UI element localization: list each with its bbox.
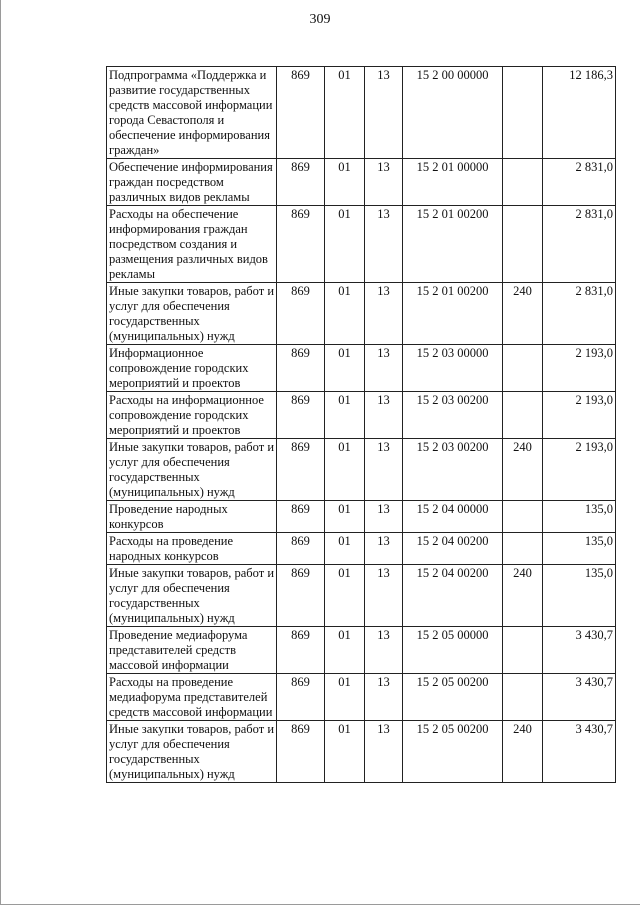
- table-row: [107, 439, 616, 501]
- subsection-code-cell: 13: [365, 67, 403, 159]
- ministry-code-cell: 869: [277, 565, 325, 627]
- subsection-code-cell: 13: [365, 345, 403, 392]
- amount-cell: 3 430,7: [543, 627, 616, 674]
- amount-cell: 135,0: [543, 533, 616, 565]
- expense-type-cell: [503, 501, 543, 533]
- ministry-code-cell: 869: [277, 721, 325, 783]
- target-article-cell: 15 2 00 00000: [403, 67, 503, 159]
- expense-type-cell: 240: [503, 721, 543, 783]
- row-name-cell: Информационное сопровождение городских мероприятий и проектов: [107, 345, 277, 392]
- row-name-cell: Иные закупки товаров, работ и услуг для обеспечения государственных (муниципальных) нужд: [107, 283, 277, 345]
- section-code-cell: 01: [325, 439, 365, 501]
- budget-table: [106, 66, 616, 783]
- page-number: 309: [309, 12, 331, 27]
- amount-cell: 3 430,7: [543, 674, 616, 721]
- amount-cell: 12 186,3: [543, 67, 616, 159]
- table-row: [107, 392, 616, 439]
- amount-cell: 2 831,0: [543, 206, 616, 283]
- subsection-code-cell: 13: [365, 283, 403, 345]
- row-name-cell: Расходы на проведение медиафорума представителей средств массовой информации: [107, 674, 277, 721]
- subsection-code-cell: 13: [365, 501, 403, 533]
- expense-type-cell: 240: [503, 565, 543, 627]
- ministry-code-cell: 869: [277, 206, 325, 283]
- row-name-cell: Обеспечение информирования граждан посредством различных видов рекламы: [107, 159, 277, 206]
- amount-cell: 2 193,0: [543, 439, 616, 501]
- ministry-code-cell: 869: [277, 674, 325, 721]
- table-row: [107, 674, 616, 721]
- section-code-cell: 01: [325, 67, 365, 159]
- subsection-code-cell: 13: [365, 392, 403, 439]
- expense-type-cell: [503, 345, 543, 392]
- row-name-cell: Иные закупки товаров, работ и услуг для обеспечения государственных (муниципальных) нужд: [107, 565, 277, 627]
- row-name-cell: Расходы на информационное сопровождение городских мероприятий и проектов: [107, 392, 277, 439]
- amount-cell: 2 831,0: [543, 283, 616, 345]
- expense-type-cell: [503, 392, 543, 439]
- table-row: [107, 533, 616, 565]
- subsection-code-cell: 13: [365, 533, 403, 565]
- row-name-cell: Расходы на проведение народных конкурсов: [107, 533, 277, 565]
- section-code-cell: 01: [325, 283, 365, 345]
- table-row: [107, 565, 616, 627]
- target-article-cell: 15 2 01 00200: [403, 283, 503, 345]
- section-code-cell: 01: [325, 533, 365, 565]
- section-code-cell: 01: [325, 627, 365, 674]
- expense-type-cell: 240: [503, 439, 543, 501]
- section-code-cell: 01: [325, 721, 365, 783]
- subsection-code-cell: 13: [365, 721, 403, 783]
- ministry-code-cell: 869: [277, 159, 325, 206]
- section-code-cell: 01: [325, 392, 365, 439]
- expense-type-cell: [503, 206, 543, 283]
- subsection-code-cell: 13: [365, 565, 403, 627]
- target-article-cell: 15 2 03 00200: [403, 392, 503, 439]
- target-article-cell: 15 2 04 00200: [403, 565, 503, 627]
- table-row: [107, 283, 616, 345]
- expense-type-cell: 240: [503, 283, 543, 345]
- subsection-code-cell: 13: [365, 439, 403, 501]
- table-row: [107, 721, 616, 783]
- amount-cell: 2 193,0: [543, 345, 616, 392]
- section-code-cell: 01: [325, 501, 365, 533]
- target-article-cell: 15 2 01 00000: [403, 159, 503, 206]
- target-article-cell: 15 2 05 00200: [403, 674, 503, 721]
- row-name-cell: Расходы на обеспечение информирования граждан посредством создания и размещения различных видов рекламы: [107, 206, 277, 283]
- expense-type-cell: [503, 159, 543, 206]
- table-row: [107, 345, 616, 392]
- amount-cell: 2 193,0: [543, 392, 616, 439]
- ministry-code-cell: 869: [277, 501, 325, 533]
- ministry-code-cell: 869: [277, 627, 325, 674]
- subsection-code-cell: 13: [365, 627, 403, 674]
- ministry-code-cell: 869: [277, 283, 325, 345]
- section-code-cell: 01: [325, 345, 365, 392]
- subsection-code-cell: 13: [365, 159, 403, 206]
- ministry-code-cell: 869: [277, 67, 325, 159]
- expense-type-cell: [503, 533, 543, 565]
- expense-type-cell: [503, 674, 543, 721]
- target-article-cell: 15 2 03 00000: [403, 345, 503, 392]
- amount-cell: 3 430,7: [543, 721, 616, 783]
- ministry-code-cell: 869: [277, 345, 325, 392]
- target-article-cell: 15 2 01 00200: [403, 206, 503, 283]
- subsection-code-cell: 13: [365, 206, 403, 283]
- amount-cell: 135,0: [543, 565, 616, 627]
- table-row: [107, 501, 616, 533]
- target-article-cell: 15 2 05 00000: [403, 627, 503, 674]
- target-article-cell: 15 2 05 00200: [403, 721, 503, 783]
- target-article-cell: 15 2 04 00000: [403, 501, 503, 533]
- row-name-cell: Подпрограмма «Поддержка и развитие государственных средств массовой информации города Севастополя и обеспечение информирования граждан»: [107, 67, 277, 159]
- subsection-code-cell: 13: [365, 674, 403, 721]
- section-code-cell: 01: [325, 565, 365, 627]
- ministry-code-cell: 869: [277, 392, 325, 439]
- row-name-cell: Проведение народных конкурсов: [107, 501, 277, 533]
- table-row: [107, 67, 616, 159]
- target-article-cell: 15 2 04 00200: [403, 533, 503, 565]
- amount-cell: 2 831,0: [543, 159, 616, 206]
- section-code-cell: 01: [325, 159, 365, 206]
- section-code-cell: 01: [325, 674, 365, 721]
- table-row: [107, 627, 616, 674]
- budget-table-body: [107, 67, 616, 783]
- ministry-code-cell: 869: [277, 439, 325, 501]
- row-name-cell: Иные закупки товаров, работ и услуг для обеспечения государственных (муниципальных) нужд: [107, 439, 277, 501]
- amount-cell: 135,0: [543, 501, 616, 533]
- ministry-code-cell: 869: [277, 533, 325, 565]
- expense-type-cell: [503, 67, 543, 159]
- table-row: [107, 206, 616, 283]
- table-row: [107, 159, 616, 206]
- expense-type-cell: [503, 627, 543, 674]
- row-name-cell: Иные закупки товаров, работ и услуг для обеспечения государственных (муниципальных) нужд: [107, 721, 277, 783]
- section-code-cell: 01: [325, 206, 365, 283]
- target-article-cell: 15 2 03 00200: [403, 439, 503, 501]
- row-name-cell: Проведение медиафорума представителей средств массовой информации: [107, 627, 277, 674]
